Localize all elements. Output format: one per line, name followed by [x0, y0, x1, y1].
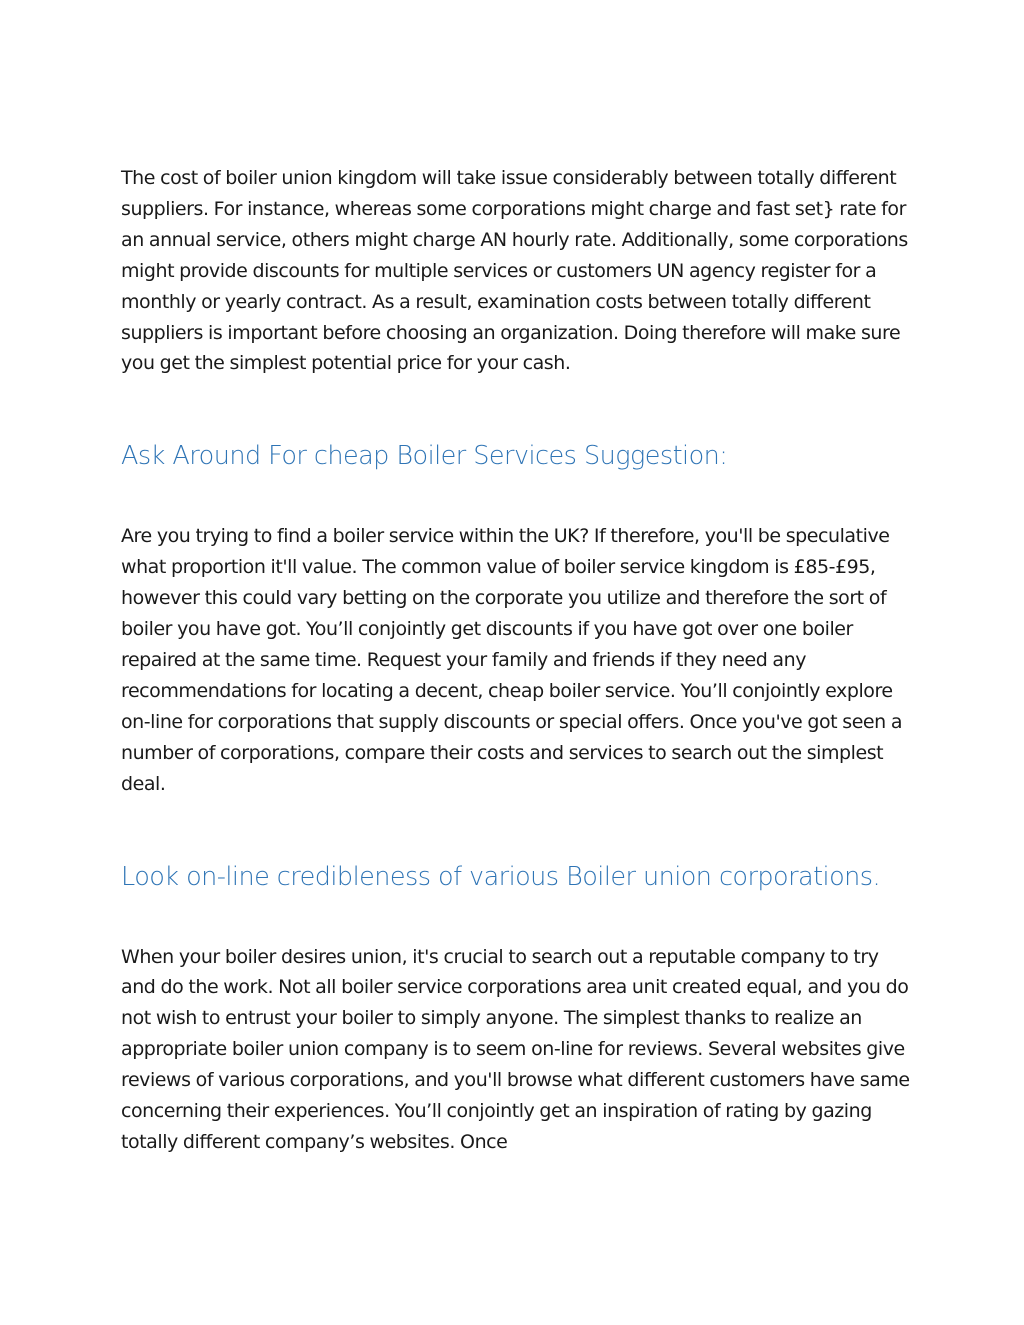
document-body — [121, 163, 911, 1158]
paragraph-boiler-service-uk: Are you trying to find a boiler service within the UK? If therefore, you'll be speculative what proportion it'll value. The common value of boiler service kingdom is £85-£95, however this could vary betting on the corporate you utilize and therefore the sort of boiler you have got. You’ll conjointly get discounts if you have got over one boiler repaired at the same time. Request your family and friends if they need any recommendations for locating a decent, cheap boiler service. You’ll conjointly explore on-line for corporations that supply discounts or special offers. Once you've got seen a number of corporations, compare their costs and services to search out the simplest deal. — [121, 525, 903, 795]
paragraph-reputable-company: When your boiler desires union, it's crucial to search out a reputable company to try and do the work. Not all boiler service corporations area unit created equal, and you do not wish to entrust your boiler to simply anyone. The simplest thanks to realize an appropriate boiler union company is to seem on-line for reviews. Several websites give reviews of various corporations, and you'll browse what different customers have same concerning their experiences. You’ll conjointly get an inspiration of rating by gazing totally different company’s websites. Once — [121, 945, 910, 1153]
paragraph-boiler-cost: The cost of boiler union kingdom will take issue considerably between totally different suppliers. For instance, whereas some corporations might charge and fast set} rate for an annual service, others might charge AN hourly rate. Additionally, some corporations might provide discounts for multiple services or customers UN agency register for a monthly or yearly contract. As a result, examination costs between totally different suppliers is important before choosing an organization. Doing therefore will make sure you get the simplest potential price for your cash. — [121, 167, 908, 375]
heading-ask-around: Ask Around For cheap Boiler Services Suggestion: — [121, 441, 728, 472]
heading-online-credibility: Look on-line credibleness of various Boiler union corporations. — [121, 861, 881, 892]
